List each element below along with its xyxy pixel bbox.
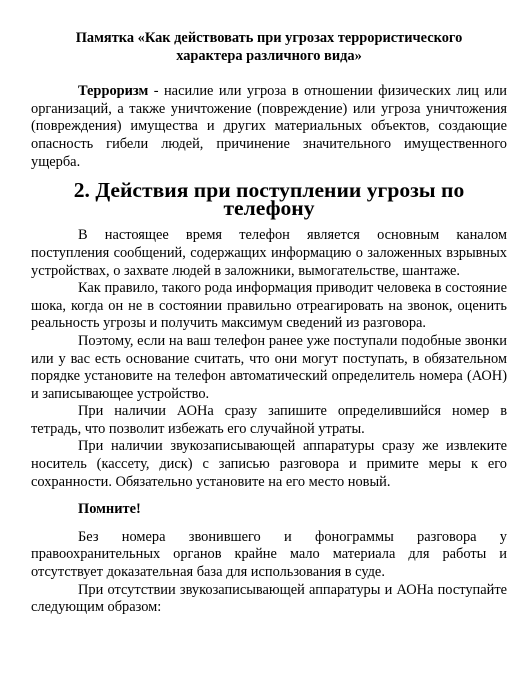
remember-label: Помните! [78, 501, 141, 518]
document-title: Памятка «Как действовать при угрозах террористического характера различного вида» [75, 30, 463, 64]
paragraph-3: Поэтому, если на ваш телефон ранее уже поступали подобные звонки или у вас есть основание считать, что они могут поступать, в обязательном порядке установите на телефон автоматический определитель номера (АОН) и записывающее устройство. [31, 332, 507, 402]
paragraph-4: При наличии АОНа сразу запишите определившийся номер в тетрадь, что позволит избежать его случайной утраты. [31, 403, 507, 437]
definition-text: - насилие или угроза в отношении физических лиц или организаций, а также уничтожение (повреждение) или угроза уничтожения (повреждения) имущества и других материальных объектов, создающие опасность гибели людей, причинение значительного имущественного ущерба. [31, 83, 507, 170]
paragraph-5: При наличии звукозаписывающей аппаратуры сразу же извлеките носитель (кассету, диск) с записью разговора и примите меры к его сохранности. Обязательно установите на его место новый. [31, 438, 507, 490]
section-heading: 2. Действия при поступлении угрозы по телефону [73, 178, 465, 220]
paragraph-2: Как правило, такого рода информация приводит человека в состояние шока, когда он не в состоянии правильно отреагировать на звонок, оценить реальность угрозы и получить максимум сведений из разговора. [31, 280, 507, 332]
paragraph-1: В настоящее время телефон является основным каналом поступления сообщений, содержащих информацию о заложенных взрывных устройствах, о захвате людей в заложники, вымогательстве, шантаже. [31, 227, 507, 279]
paragraph-6: Без номера звонившего и фонограммы разговора у правоохранительных органов крайне мало материала для работы и отсутствует доказательная база для использования в суде. [31, 528, 507, 581]
paragraph-7: При отсутствии звукозаписывающей аппаратуры и АОНа поступайте следующим образом: [31, 581, 507, 616]
definition-paragraph [31, 83, 507, 171]
definition-term: Терроризм [78, 83, 149, 100]
